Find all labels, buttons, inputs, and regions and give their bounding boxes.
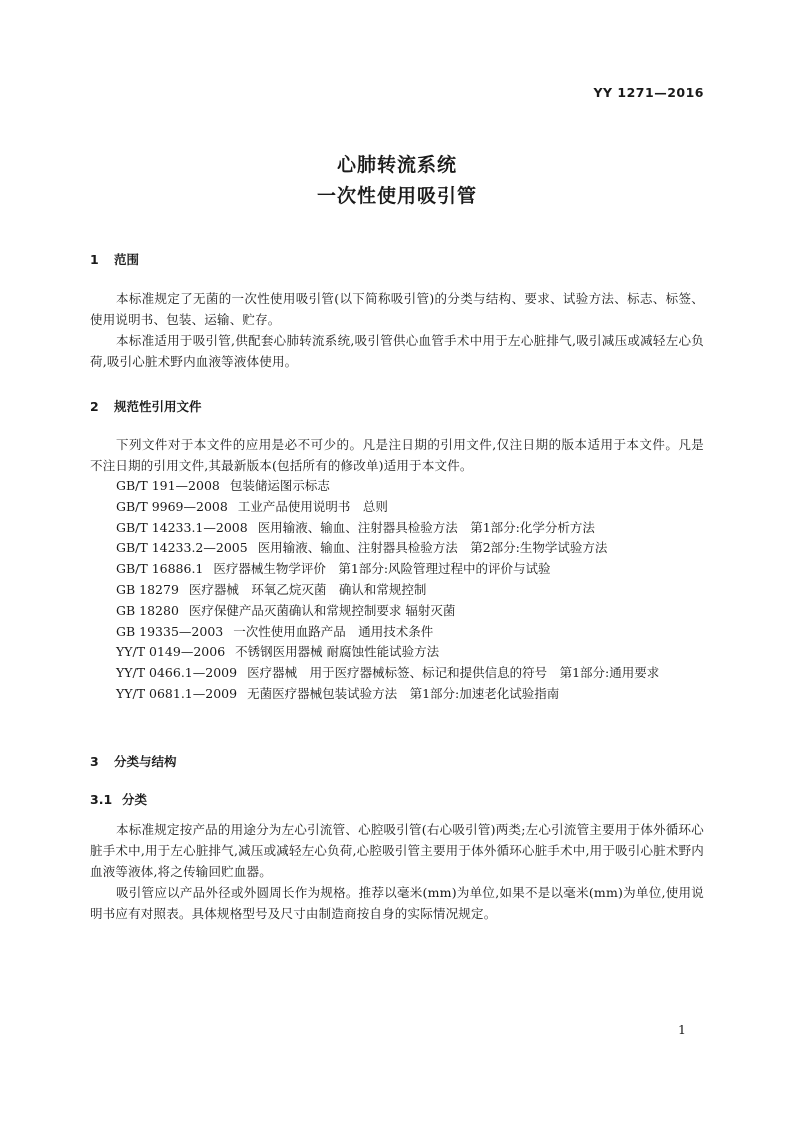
reference-code: GB/T 16886.1 xyxy=(116,561,204,577)
reference-title: 医疗器械生物学评价 第1部分:风险管理过程中的评价与试验 xyxy=(213,561,551,577)
reference-title: 包装储运图示标志 xyxy=(229,478,330,493)
section-3-1-paragraph-1: 本标准规定按产品的用途分为左心引流管、心腔吸引管(右心吸引管)两类;左心引流管主要用于体外循环心脏手术中,用于左心脏排气,减压或减轻左心负荷,心腔吸引管主要用于体外循环心脏手术中,用于吸引心脏术野内血液等液体,将之传输回贮血器。 xyxy=(90,822,704,879)
reference-code: GB/T 191—2008 xyxy=(116,478,220,493)
reference-item xyxy=(90,580,704,601)
reference-item xyxy=(90,684,704,705)
reference-item xyxy=(90,497,704,518)
reference-code: YY/T 0466.1—2009 xyxy=(116,665,238,681)
reference-title: 医疗器械 环氧乙烷灭菌 确认和常规控制 xyxy=(188,581,427,597)
reference-title: 医疗保健产品灭菌确认和常规控制要求 辐射灭菌 xyxy=(188,602,456,618)
section-title: 分类与结构 xyxy=(114,754,177,769)
document-title-line2: 一次性使用吸引管 xyxy=(316,185,477,207)
section-number: 2 xyxy=(90,399,99,414)
reference-code: GB 18280 xyxy=(116,602,179,618)
section-1-paragraph-1: 本标准规定了无菌的一次性使用吸引管(以下简称吸引管)的分类与结构、要求、试验方法、标志、标签、使用说明书、包装、运输、贮存。 xyxy=(90,291,704,327)
standard-number: YY 1271—2016 xyxy=(593,85,704,100)
reference-title: 医用输液、输血、注射器具检验方法 第1部分:化学分析方法 xyxy=(257,519,595,535)
reference-item xyxy=(90,642,704,663)
section-1-heading xyxy=(90,250,139,268)
section-1-paragraph-2: 本标准适用于吸引管,供配套心肺转流系统,吸引管供心血管手术中用于左心脏排气,吸引减压或减轻左心负荷,吸引心脏术野内血液等液体使用。 xyxy=(90,333,704,369)
reference-item xyxy=(90,518,704,539)
reference-title: 一次性使用血路产品 通用技术条件 xyxy=(233,623,434,639)
reference-code: GB 19335—2003 xyxy=(116,623,224,639)
reference-item xyxy=(90,538,704,559)
reference-item xyxy=(90,559,704,580)
document-title-line1: 心肺转流系统 xyxy=(336,154,457,176)
section-2-intro: 下列文件对于本文件的应用是必不可少的。凡是注日期的引用文件,仅注日期的版本适用于本文件。凡是不注日期的引用文件,其最新版本(包括所有的修改单)适用于本文件。 xyxy=(90,437,704,473)
section-number: 3 xyxy=(90,754,99,769)
section-title: 规范性引用文件 xyxy=(114,399,202,414)
reference-title: 工业产品使用说明书 总则 xyxy=(237,498,388,514)
reference-item xyxy=(90,476,704,497)
reference-code: YY/T 0149—2006 xyxy=(116,644,226,660)
reference-code: GB/T 14233.2—2005 xyxy=(116,540,248,556)
reference-code: GB 18279 xyxy=(116,581,179,597)
subsection-title: 分类 xyxy=(122,792,148,807)
reference-code: GB/T 14233.1—2008 xyxy=(116,519,248,535)
reference-item xyxy=(90,601,704,622)
section-3-heading xyxy=(90,752,177,770)
reference-title: 无菌医疗器械包装试验方法 第1部分:加速老化试验指南 xyxy=(247,685,560,701)
reference-title: 医疗器械 用于医疗器械标签、标记和提供信息的符号 第1部分:通用要求 xyxy=(247,665,660,681)
section-2-heading xyxy=(90,397,202,415)
section-3-1-heading xyxy=(90,790,147,808)
reference-item xyxy=(90,622,704,643)
reference-title: 医用输液、输血、注射器具检验方法 第2部分:生物学试验方法 xyxy=(257,540,608,556)
reference-title: 不锈钢医用器械 耐腐蚀性能试验方法 xyxy=(235,644,440,660)
reference-code: YY/T 0681.1—2009 xyxy=(116,685,238,701)
subsection-number: 3.1 xyxy=(90,792,113,807)
section-3-1-paragraph-2: 吸引管应以产品外径或外圆周长作为规格。推荐以毫米(mm)为单位,如果不是以毫米(mm)为单位,使用说明书应有对照表。具体规格型号及尺寸由制造商按自身的实际情况规定。 xyxy=(90,885,704,921)
page-number: 1 xyxy=(678,1022,686,1037)
reference-code: GB/T 9969—2008 xyxy=(116,498,228,514)
reference-item xyxy=(90,663,704,684)
reference-list xyxy=(90,476,704,705)
section-number: 1 xyxy=(90,252,99,267)
section-title: 范围 xyxy=(114,252,140,267)
